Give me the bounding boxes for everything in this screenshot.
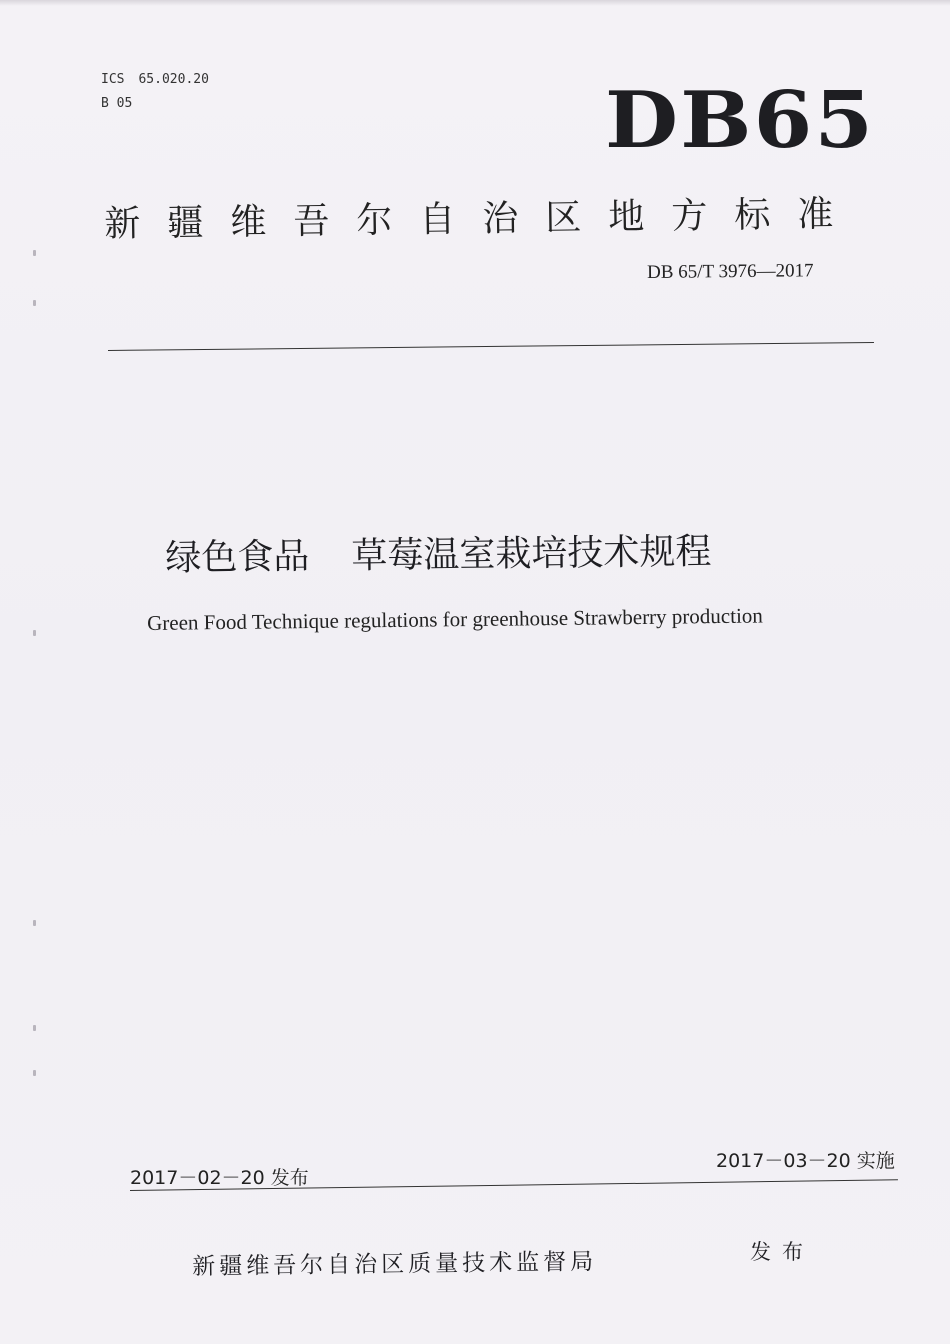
issuing-authority: 新疆维吾尔自治区质量技术监督局 xyxy=(192,1249,598,1280)
issue-word: 发布 xyxy=(750,1240,814,1264)
standard-category: 新疆维吾尔自治区地方标准 xyxy=(104,193,861,245)
issue-date: 2017－02－20 发布 xyxy=(130,1167,309,1189)
implement-date: 2017－03－20 实施 xyxy=(716,1150,895,1172)
classification-codes xyxy=(101,68,209,116)
title-chinese-part1: 绿色食品 xyxy=(165,536,310,579)
class-code: B 05 xyxy=(101,96,133,111)
standard-number: DB 65/T 3976—2017 xyxy=(647,260,814,283)
ics-code: 65.020.20 xyxy=(138,72,209,87)
title-chinese xyxy=(165,523,712,581)
scan-top-edge xyxy=(0,0,950,6)
title-chinese-part2: 草莓温室栽培技术规程 xyxy=(351,531,712,577)
header-divider xyxy=(108,342,874,351)
title-english: Green Food Technique regulations for greenhouse Strawberry production xyxy=(147,603,763,635)
db-logo: DB65 xyxy=(605,75,876,166)
binding-holes xyxy=(33,250,41,1090)
ics-label: ICS xyxy=(101,72,125,87)
